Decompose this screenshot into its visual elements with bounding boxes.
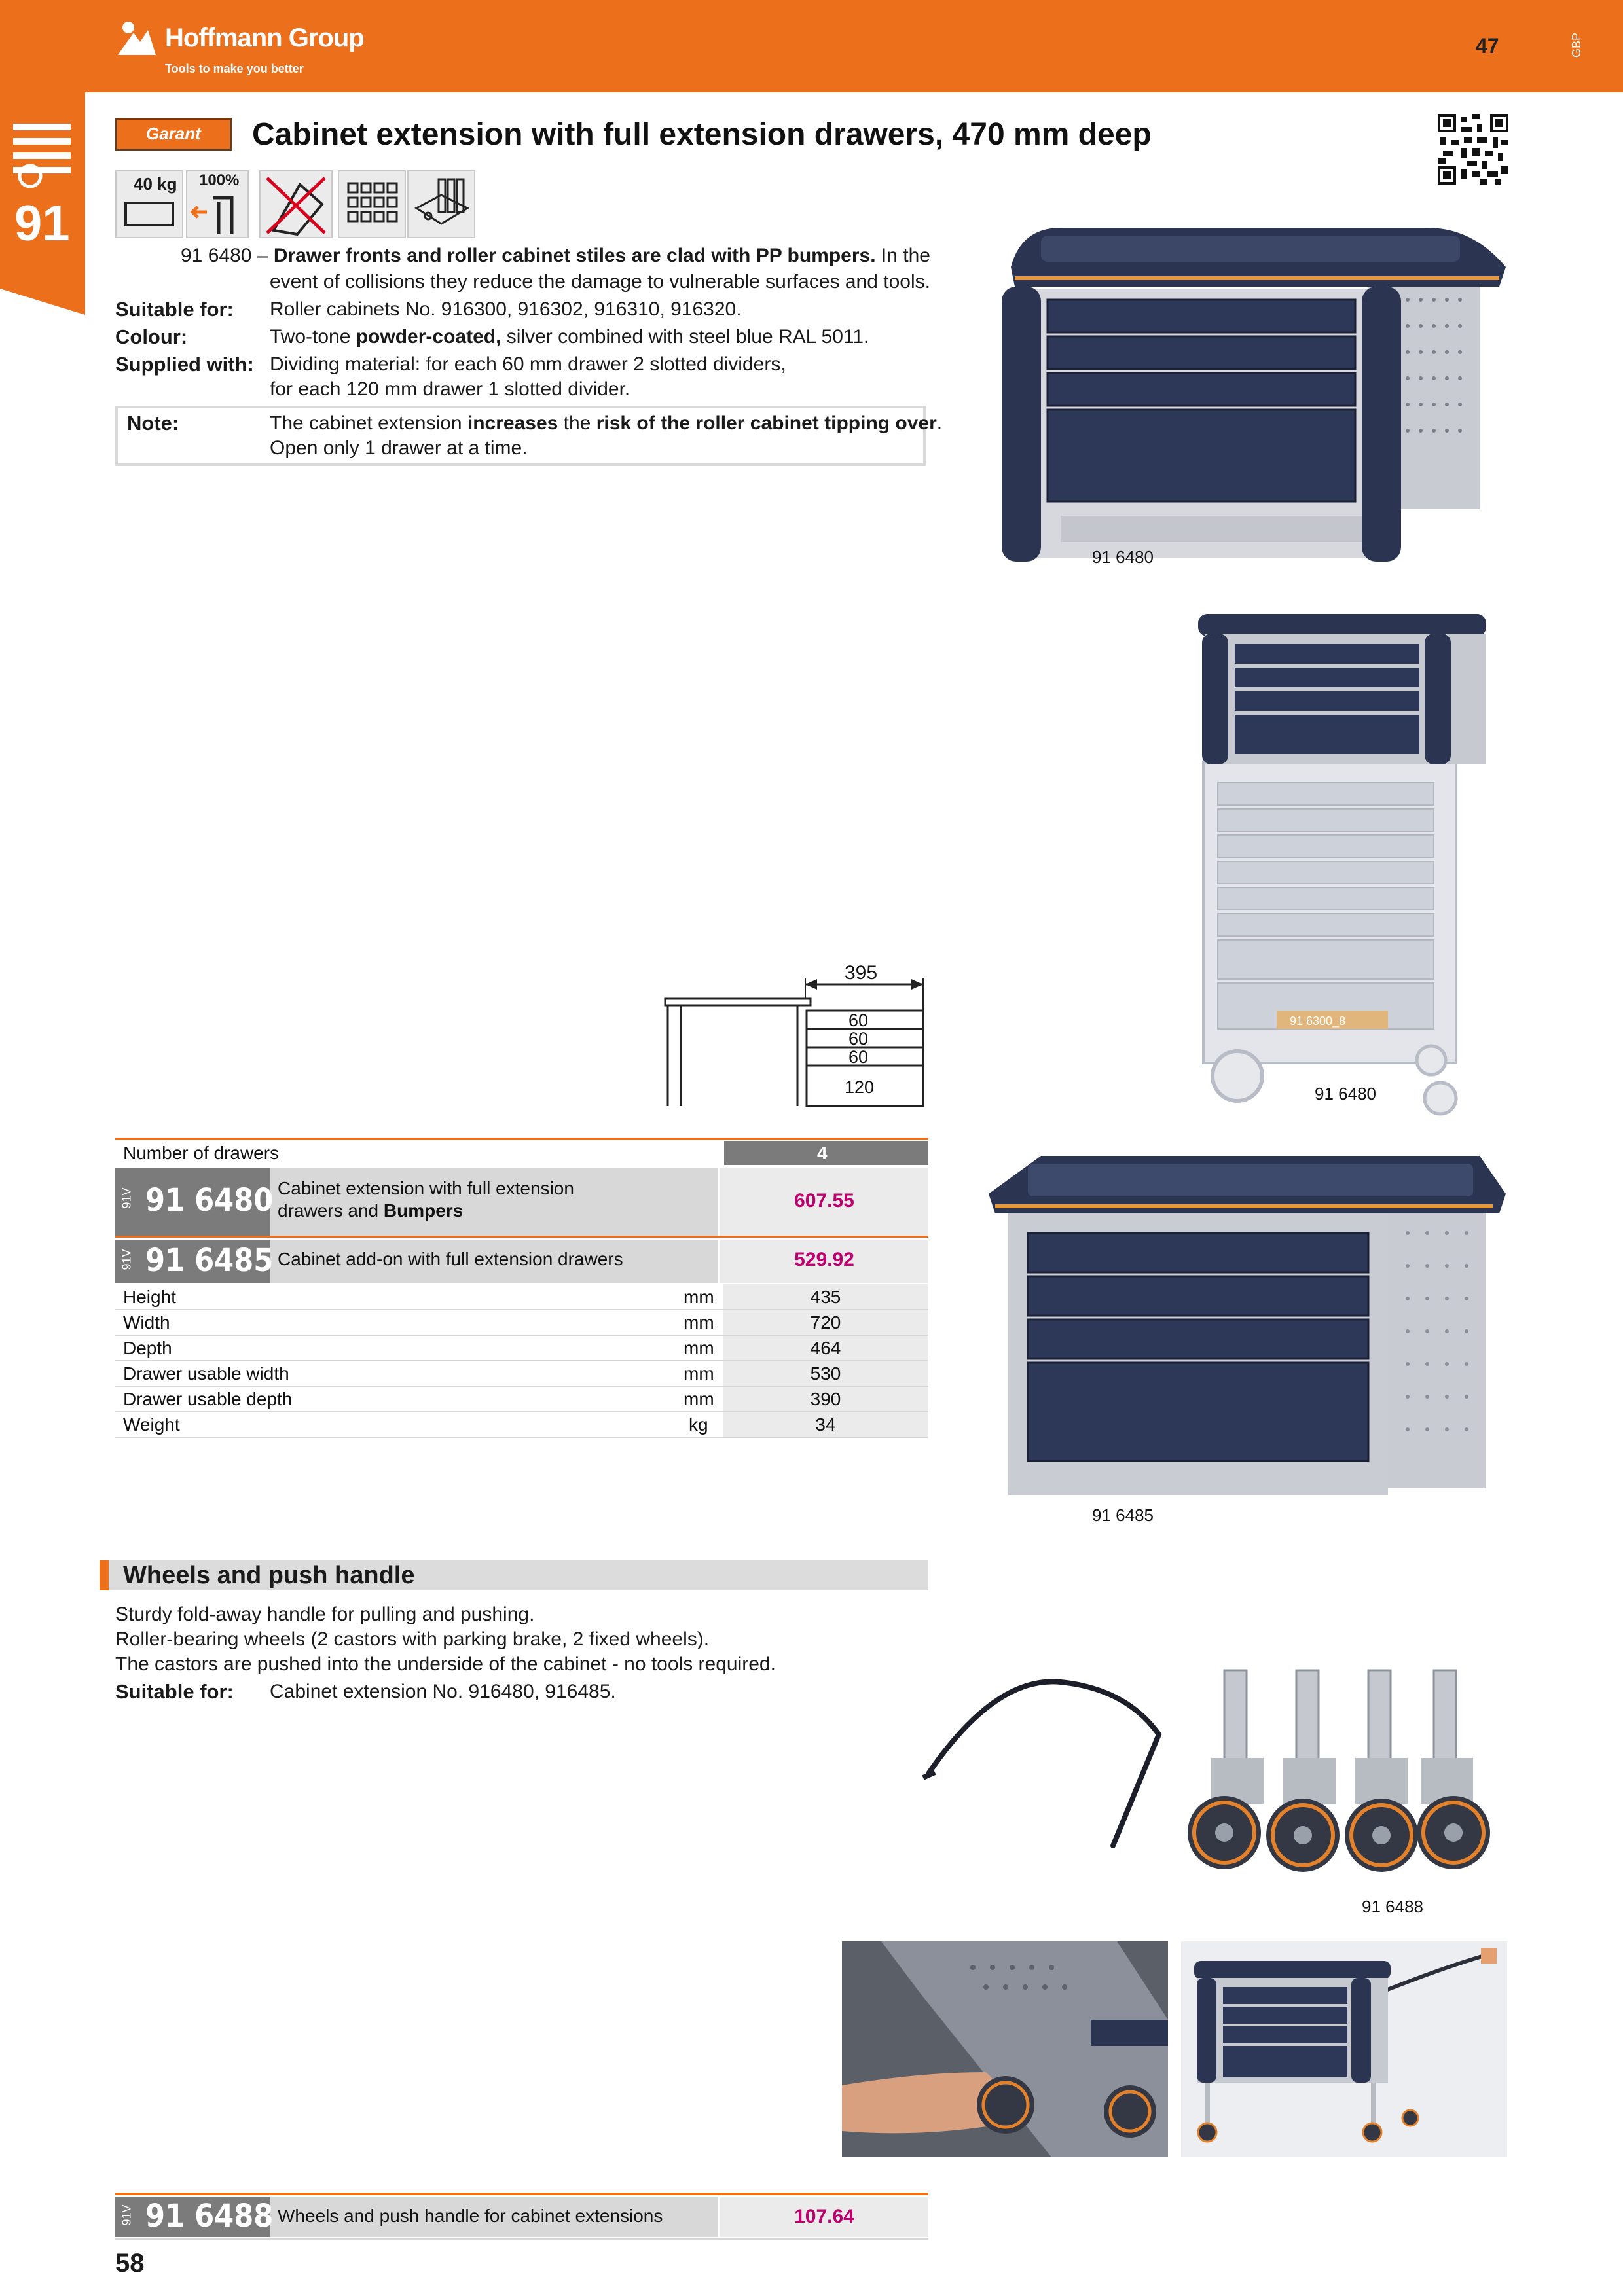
spec-label: Drawer usable depth	[123, 1389, 293, 1409]
article-number[interactable]: 91 6488	[145, 2198, 274, 2234]
spec-label: Weight	[123, 1414, 180, 1435]
row-rule	[115, 1236, 928, 1238]
spec-label: Width	[123, 1312, 170, 1333]
section-title: Wheels and push handle	[123, 1562, 415, 1589]
supplied-with-label: Supplied with:	[115, 353, 254, 376]
diagram-drawer-height: 60	[848, 1047, 869, 1067]
supplied-with-line-2: for each 120 mm drawer 1 slotted divider.	[270, 378, 630, 400]
qr-code-icon	[1438, 113, 1508, 186]
colour-label: Colour:	[115, 325, 188, 348]
spec-value: 720	[810, 1312, 841, 1333]
row-rule	[115, 2238, 928, 2240]
load-capacity-label: 40 kg	[134, 174, 177, 194]
spec-unit: mm	[684, 1287, 714, 1307]
wheels-text-line-1: Sturdy fold-away handle for pulling and pushing.	[115, 1604, 535, 1625]
cabinet-with-handle-photo	[1181, 1941, 1507, 2157]
spec-unit: mm	[684, 1389, 714, 1409]
image-caption: 91 6480	[1315, 1084, 1376, 1103]
language-code: GBP	[1570, 32, 1583, 58]
spec-unit: kg	[689, 1414, 708, 1435]
dimension-diagram	[661, 956, 936, 1110]
diagram-drawer-height: 60	[848, 1029, 869, 1049]
hoffmann-logo-icon	[114, 20, 160, 59]
spec-label: Depth	[123, 1338, 172, 1358]
suitable-for-value: Roller cabinets No. 916300, 916302, 916310, 916320.	[270, 298, 742, 320]
spec-value: 530	[810, 1363, 841, 1384]
image-caption: 91 6485	[1092, 1505, 1154, 1525]
drawers-count-label: Number of drawers	[123, 1143, 280, 1163]
wheels-suitable-label: Suitable for:	[115, 1680, 234, 1703]
drawer-grid-icon	[338, 170, 406, 238]
spec-unit: mm	[684, 1363, 714, 1384]
no-tipping-icon	[259, 170, 333, 238]
chapter-number: 91	[14, 196, 70, 251]
castors-image	[1185, 1660, 1499, 1895]
note-line-1: The cabinet extension increases the risk of the roller cabinet tipping over.	[270, 412, 943, 434]
spec-unit: mm	[684, 1312, 714, 1333]
diagram-drawer-height: 60	[848, 1011, 869, 1030]
product-title: Cabinet extension with full extension drawers, 470 mm deep	[252, 117, 1152, 152]
extension-label: 100%	[199, 171, 240, 189]
spec-value: 390	[810, 1389, 841, 1409]
image-caption: 91 6480	[1092, 547, 1154, 567]
spec-value: 435	[810, 1287, 841, 1307]
spec-unit: mm	[684, 1338, 714, 1358]
intro-text-line-2: event of collisions they reduce the damage to vulnerable surfaces and tools.	[270, 271, 930, 293]
item-price: 107.64	[794, 2206, 854, 2227]
suitable-for-label: Suitable for:	[115, 298, 234, 321]
spec-label: Drawer usable width	[123, 1363, 289, 1384]
intro-text-line-1: 91 6480 – Drawer fronts and roller cabinet stiles are clad with PP bumpers. In the	[181, 245, 930, 266]
cabinet-extension-image	[1002, 228, 1506, 568]
drawers-count-value: 4	[817, 1143, 828, 1163]
image-caption: 91 6488	[1362, 1897, 1423, 1916]
colour-value: Two-tone powder-coated, silver combined with steel blue RAL 5011.	[270, 326, 869, 348]
spec-label: Height	[123, 1287, 176, 1307]
article-prefix: 91V	[120, 1249, 134, 1270]
stack-cabinet-label: 91 6300_8	[1290, 1014, 1346, 1028]
wheels-suitable-value: Cabinet extension No. 916480, 916485.	[270, 1681, 616, 1702]
item-description: drawers and Bumpers	[278, 1200, 464, 1221]
brand-tagline: Tools to make you better	[165, 62, 304, 75]
diagram-drawer-height: 120	[845, 1077, 875, 1097]
note-line-2: Open only 1 drawer at a time.	[270, 437, 528, 459]
spec-table	[115, 1284, 928, 1437]
cabinet-addon-image	[982, 1155, 1514, 1521]
item-description: Cabinet extension with full extension	[278, 1178, 574, 1198]
wheels-text-line-3: The castors are pushed into the underside of the cabinet - no tools required.	[115, 1653, 776, 1675]
stacked-cabinet-image	[1198, 607, 1506, 1124]
article-prefix: 91V	[120, 2204, 134, 2226]
supplied-with-line-1: Dividing material: for each 60 mm drawer 2 slotted dividers,	[270, 353, 786, 375]
push-handle-image	[917, 1662, 1172, 1859]
item-price: 529.92	[794, 1249, 854, 1270]
castor-installation-photo	[842, 1941, 1168, 2157]
article-number[interactable]: 91 6485	[145, 1242, 274, 1279]
spec-value: 464	[810, 1338, 841, 1358]
dividers-icon	[407, 170, 475, 238]
item-description: Cabinet add-on with full extension drawers	[278, 1249, 623, 1269]
article-prefix: 91V	[120, 1187, 134, 1209]
item-price: 607.55	[794, 1190, 854, 1211]
note-label: Note:	[127, 412, 179, 435]
garant-brand-badge: Garant	[115, 118, 232, 151]
section-marker	[100, 1560, 109, 1590]
table-top-rule	[115, 2193, 928, 2195]
brand-name: Hoffmann Group	[165, 24, 364, 52]
table-top-rule	[115, 1138, 928, 1140]
page-number: 58	[115, 2249, 145, 2278]
wheels-text-line-2: Roller-bearing wheels (2 castors with parking brake, 2 fixed wheels).	[115, 1628, 710, 1650]
item-description: Wheels and push handle for cabinet extensions	[278, 2206, 663, 2226]
article-number[interactable]: 91 6480	[145, 1182, 274, 1219]
spec-value: 34	[815, 1414, 836, 1435]
diagram-width-label: 395	[845, 962, 878, 984]
catalog-page-number: 47	[1476, 34, 1499, 58]
